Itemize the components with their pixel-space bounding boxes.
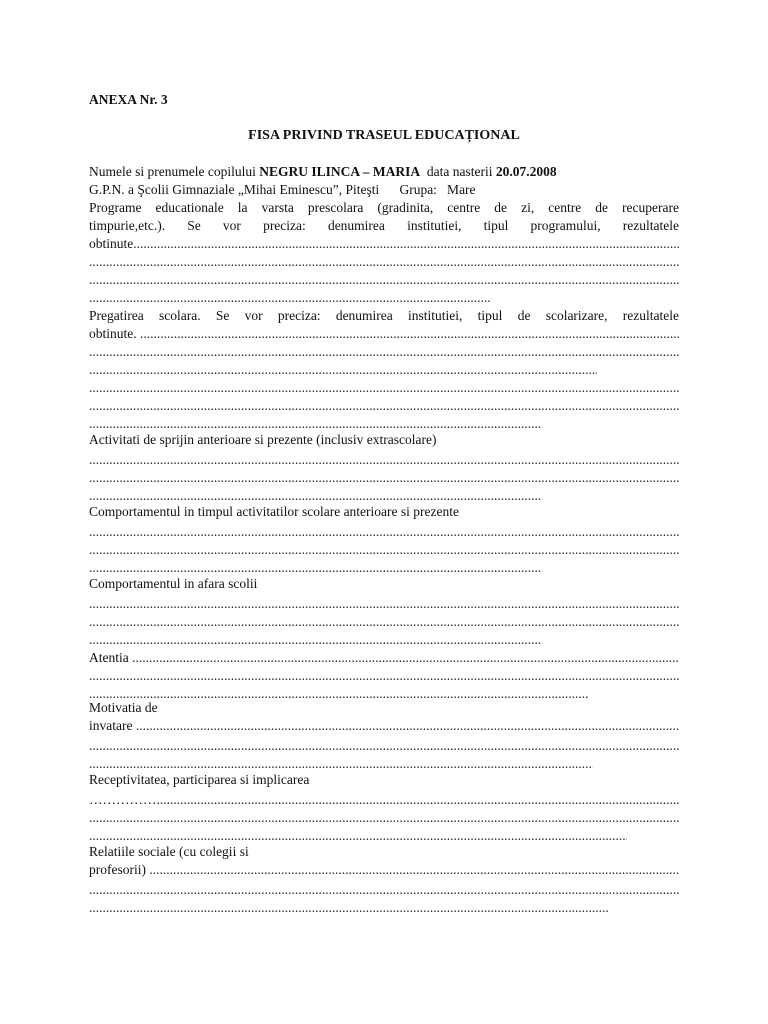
fill-line (89, 542, 679, 558)
fill-line (89, 668, 679, 684)
fill-line (89, 632, 541, 648)
fill-line (160, 792, 679, 807)
motivation-line (89, 718, 679, 734)
fill-line (89, 290, 491, 306)
fill-line (89, 254, 679, 270)
fill-line (89, 398, 679, 414)
fill-line (89, 810, 679, 826)
fill-line (89, 344, 679, 360)
fill-line (89, 272, 679, 288)
fill-line (89, 738, 679, 754)
programs-obtinute: obtinute (89, 236, 134, 251)
fill-line (136, 718, 679, 733)
programs-text-line-1: Programe educationale la varsta prescolara (gradinita, centre de zi, centre de recuperare (89, 200, 679, 215)
fill-line (89, 362, 597, 378)
fill-line (89, 416, 541, 432)
fill-line (89, 488, 541, 504)
fill-line (89, 560, 541, 576)
birth-date: 20.07.2008 (495, 164, 557, 179)
attention-heading: Atentia (89, 650, 129, 665)
fill-line (89, 828, 627, 844)
social-heading-2: profesorii) (89, 862, 146, 877)
name-label: Numele si prenumele copilului (89, 164, 256, 179)
fill-line (89, 524, 679, 540)
child-name: NEGRU ILINCA – MARIA (259, 164, 421, 179)
preparation-text-line-2 (89, 326, 679, 342)
social-line (89, 862, 679, 878)
birth-label: data nasterii (426, 164, 493, 179)
receptivity-lead: ……………. (89, 792, 160, 807)
motivation-heading: Motivatia de (89, 700, 158, 715)
fill-line (89, 452, 679, 468)
behavior-outside-heading: Comportamentul in afara scolii (89, 576, 258, 591)
fill-line (89, 470, 679, 486)
behavior-school-heading: Comportamentul in timpul activitatilor scolare anterioare si prezente (89, 504, 459, 519)
motivation-heading-2: invatare (89, 718, 133, 733)
fill-line (132, 650, 679, 665)
fill-line (133, 236, 679, 251)
support-heading: Activitati de sprijin anterioare si prezente (inclusiv extrascolare) (89, 432, 437, 447)
annex-label: ANEXA Nr. 3 (89, 92, 168, 107)
school-group-line: G.P.N. a Şcolii Gimnaziale „Mihai Eminescu”, Piteşti Grupa: Mare (89, 182, 476, 197)
fill-line (89, 882, 679, 898)
fill-line (89, 614, 679, 630)
fill-line (140, 326, 679, 341)
fill-line (149, 862, 679, 877)
child-info-line (89, 164, 679, 180)
page-title: FISA PRIVIND TRASEUL EDUCAȚIONAL (248, 128, 520, 143)
receptivity-heading: Receptivitatea, participarea si implicarea (89, 772, 310, 787)
fill-line (89, 756, 593, 772)
fill-line (89, 596, 679, 612)
receptivity-fill (89, 792, 679, 808)
preparation-obtinute: obtinute. (89, 326, 137, 341)
fill-line (89, 900, 609, 916)
social-heading: Relatiile sociale (cu colegii si (89, 844, 249, 859)
programs-text-line-3 (89, 236, 679, 252)
preparation-text-line-1: Pregatirea scolara. Se vor preciza: denumirea institutiei, tipul de scolarizare, rezultatele (89, 308, 679, 323)
fill-line (89, 380, 679, 396)
attention-line (89, 650, 679, 666)
programs-text-line-2: timpurie,etc.). Se vor preciza: denumirea institutiei, tipul programului, rezultatele (89, 218, 679, 233)
